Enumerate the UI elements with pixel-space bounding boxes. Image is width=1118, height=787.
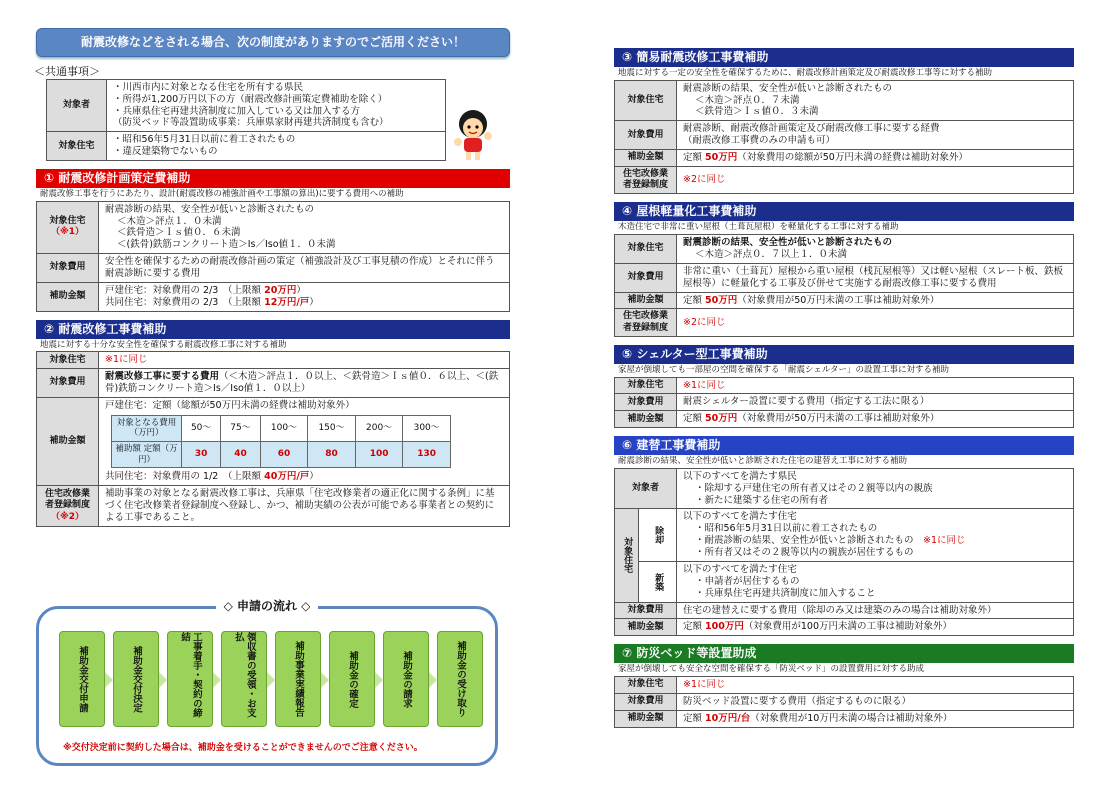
- s7-table: [614, 676, 1074, 728]
- right-column: [614, 48, 1074, 728]
- s1-header: ① 耐震改修計画策定費補助: [36, 169, 510, 188]
- s2-table-amount: 100: [355, 442, 403, 468]
- s2-amount-label: 補助金額: [37, 397, 99, 485]
- s6-applicant-label: 対象者: [615, 468, 677, 509]
- s7-desc: 家屋が倒壊しても安全な空間を確保する「防災ベッド」の設置費用に対する助成: [618, 664, 925, 675]
- s6-applicant-line: 以下のすべてを満たす県民: [683, 470, 797, 482]
- s3-header: ③ 簡易耐震改修工事費補助: [614, 48, 1074, 67]
- table-row: [112, 442, 451, 468]
- s7-house-text: ※1に同じ: [677, 676, 1074, 693]
- s2-table-cost: 300～: [403, 415, 451, 441]
- left-column: [36, 28, 510, 527]
- s4-house-cell: [677, 235, 1074, 264]
- s7-amount-cell: [677, 710, 1074, 727]
- s7-cost-text: 防災ベッド設置に要する費用（指定するものに限る）: [677, 693, 1074, 710]
- s6-desc: 耐震診断の結果、安全性が低いと診断された住宅の建替え工事に対する補助: [618, 456, 908, 467]
- flow-step: [383, 631, 429, 727]
- s1-amount-text: 共同住宅：対象費用の 2/3 （上限額: [105, 296, 265, 308]
- s3-amount-cell: [677, 150, 1074, 167]
- table-row: [112, 415, 451, 441]
- flow-step-label: 補助金交付申請: [76, 645, 88, 713]
- s2-table-amount: 130: [403, 442, 451, 468]
- s2-house-text: ※1に同じ: [99, 352, 510, 369]
- s5-amount-label: 補助金額: [615, 411, 677, 428]
- common-applicant-line: （防災ベッド等設置助成事業：兵庫県家財再建共済制度も含む）: [113, 117, 389, 129]
- arrow-right-icon: [159, 672, 167, 688]
- common-house-line: ・昭和56年5月31日以前に着工されたもの: [113, 134, 296, 146]
- s6-house-label: 対象住宅: [615, 509, 639, 602]
- s6-remove-line: ・所有者又はその２親等以内の親族が居住するもの: [695, 547, 914, 558]
- s6-amount-label: 補助金額: [615, 619, 677, 636]
- s6-applicant-cell: [677, 468, 1074, 509]
- s1-amount-value: 12万円/戸: [264, 296, 310, 308]
- s3-cost-line: （耐震改修工事費のみの申請も可）: [683, 135, 836, 147]
- common-applicant-line: ・所得が1,200万円以下の方（耐震改修計画策定費補助を除く）: [113, 93, 388, 105]
- s1-house-label: 対象住宅: [49, 216, 86, 227]
- s5-amount-text: （対象費用が50万円未満の工事は補助対象外）: [737, 413, 940, 425]
- s2-table-amount: 30: [182, 442, 221, 468]
- s1-amount-label: 補助金額: [37, 282, 99, 311]
- flow-step-label: 補助金の請求: [400, 650, 412, 708]
- s5-house-text: ※1に同じ: [677, 377, 1074, 394]
- arrow-right-icon: [105, 672, 113, 688]
- s5-cost-text: 耐震シェルター設置に要する費用（指定する工法に限る）: [677, 394, 1074, 411]
- s6-amount-cell: [677, 619, 1074, 636]
- flow-step: [59, 631, 105, 727]
- s3-house-line: ＜鉄骨造＞Ｉｓ値０．３未満: [695, 106, 819, 118]
- s4-cost-text: 非常に重い（土葺瓦）屋根から重い屋根（桟瓦屋根等）又は軽い屋根（スレート板、鉄板屋根等）に軽量化する工事及び併せて実施する耐震改修工事に要する費用: [677, 263, 1074, 292]
- s1-house-note: （※1）: [50, 227, 84, 238]
- common-title: ＜共通事項＞: [34, 65, 100, 78]
- s4-amount-text: 定額: [683, 294, 706, 306]
- s1-cost-text: 安全性を確保するための耐震改修計画の策定（補強設計及び工事見積の作成）とそれに伴う耐震診断に要する費用: [99, 254, 510, 283]
- s2-amount-table: [111, 415, 451, 469]
- s2-table-cost: 200～: [355, 415, 403, 441]
- s1-amount-cell: [99, 282, 510, 311]
- s2-amount-text: 共同住宅：対象費用の 1/2 （上限額: [105, 471, 265, 483]
- s4-reg-label: 住宅改修業者登録制度: [615, 309, 677, 337]
- s6-remove-label: 除却: [639, 509, 677, 562]
- s1-house-cell: [99, 201, 510, 254]
- mascot-character-icon: [448, 104, 498, 162]
- s6-new-line: ・申請者が居住するもの: [695, 575, 800, 587]
- common-house-line: ・違反建築物でないもの: [113, 146, 218, 158]
- s6-applicant-line: ・除却する戸建住宅の所有者又はその２親等以内の親族: [695, 482, 933, 494]
- s1-amount-text: ）: [296, 284, 306, 296]
- s5-cost-label: 対象費用: [615, 394, 677, 411]
- s6-header: ⑥ 建替工事費補助: [614, 436, 1074, 455]
- s4-amount-text: （対象費用が50万円未満の工事は補助対象外）: [737, 294, 940, 306]
- s5-amount-text: 定額: [683, 413, 706, 425]
- flow-step: [221, 631, 267, 727]
- s2-header: ② 耐震改修工事費補助: [36, 320, 510, 339]
- s6-remove-line-3: [683, 535, 1067, 547]
- arrow-right-icon: [429, 672, 437, 688]
- s6-new-cell: [677, 561, 1074, 602]
- flow-step-label: 領収書の受領・お支払: [233, 632, 256, 718]
- s2-table-cost: 50～: [182, 415, 221, 441]
- s4-table: [614, 234, 1074, 337]
- arrow-right-icon: [267, 672, 275, 688]
- flow-step: [113, 631, 159, 727]
- s7-amount-text: 定額: [683, 712, 706, 724]
- arrow-right-icon: [375, 672, 383, 688]
- application-flow: [36, 599, 498, 766]
- common-applicant-cell: [107, 79, 446, 132]
- s3-amount-value: 50万円: [705, 152, 738, 163]
- s7-amount-text: （対象費用が10万円未満の場合は補助対象外）: [750, 712, 953, 724]
- s4-amount-value: 50万円: [705, 294, 738, 306]
- s1-house-label-cell: [37, 201, 99, 254]
- common-house-cell: [107, 132, 446, 161]
- flow-step: [275, 631, 321, 727]
- s1-desc: 耐震改修工事を行うにあたり、設計(耐震改修の補強計画や工事額の算出)に要する費用への補助: [40, 189, 404, 199]
- s1-cost-label: 対象費用: [37, 254, 99, 283]
- arrow-right-icon: [213, 672, 221, 688]
- flow-note: ※交付決定前に契約した場合は、補助金を受けることができませんのでご注意ください。: [63, 743, 423, 753]
- s2-table-amount: 80: [308, 442, 356, 468]
- s4-reg-text: ※2に同じ: [677, 309, 1074, 337]
- s2-reg-label-cell: [37, 486, 99, 527]
- s6-amount-value: 100万円: [705, 621, 744, 633]
- s2-table-cost: 75～: [221, 415, 260, 441]
- s1-house-line: ＜鉄骨造＞Ｉｓ値０．６未満: [117, 227, 241, 239]
- s7-amount-label: 補助金額: [615, 710, 677, 727]
- s2-reg-label: 住宅改修業者登録制度: [44, 489, 90, 511]
- s2-cost-rest: （＜木造＞評点１．０以上、＜鉄骨造＞Ｉｓ値０．６以上、＜(鉄骨)鉄筋コンクリート造＞Is／Iso値１．０以上）: [105, 371, 499, 394]
- s1-table: [36, 201, 510, 312]
- s5-house-label: 対象住宅: [615, 377, 677, 394]
- s4-house-label: 対象住宅: [615, 235, 677, 264]
- s1-amount-text: ）: [309, 296, 319, 308]
- s4-amount-label: 補助金額: [615, 292, 677, 309]
- flow-title: ◇ 申請の流れ ◇: [216, 599, 319, 613]
- common-table: [46, 79, 446, 161]
- flow-step-label: 補助金の受け取り: [454, 641, 466, 717]
- flow-step-label: 工事着手・契約の締結: [179, 632, 202, 718]
- common-applicant-line: ・兵庫県住宅再建共済制度に加入している又は加入する方: [113, 105, 361, 117]
- s4-house-line: 耐震診断の結果、安全性が低いと診断されたもの: [683, 237, 893, 248]
- s6-new-line: 以下のすべてを満たす住宅: [683, 563, 797, 575]
- s4-cost-label: 対象費用: [615, 263, 677, 292]
- flow-step-label: 補助事業実績報告: [292, 641, 304, 717]
- s2-table-cost: 100～: [260, 415, 308, 441]
- s3-amount-text: 定額: [683, 152, 706, 163]
- s1-amount-detached: [105, 285, 503, 297]
- s2-amount-apartment: [105, 471, 503, 483]
- s2-table-cost: 150～: [308, 415, 356, 441]
- s4-header: ④ 屋根軽量化工事費補助: [614, 202, 1074, 221]
- flow-step: [437, 631, 483, 727]
- common-applicant-line: ・川西市内に対象となる住宅を所有する県民: [113, 81, 304, 93]
- s2-table: [36, 351, 510, 527]
- s2-cost-bold: 耐震改修工事に要する費用: [105, 371, 220, 383]
- s6-remove-line: 以下のすべてを満たす住宅: [683, 511, 797, 523]
- s5-amount-cell: [677, 411, 1074, 428]
- s6-table: [614, 468, 1074, 637]
- s2-cost-cell: [99, 369, 510, 398]
- s4-amount-cell: [677, 292, 1074, 309]
- s3-house-label: 対象住宅: [615, 80, 677, 121]
- s7-header: ⑦ 防災ベッド等設置助成: [614, 644, 1074, 663]
- s2-house-label: 対象住宅: [37, 352, 99, 369]
- s5-table: [614, 377, 1074, 429]
- flow-step: [167, 631, 213, 727]
- s5-desc: 家屋が倒壊しても一部屋の空間を確保する「耐震シェルター」の設置工事に対する補助: [618, 364, 949, 375]
- s2-reg-note: （※2）: [50, 511, 84, 522]
- common-applicant-label: 対象者: [47, 79, 107, 132]
- s7-amount-value: 10万円/台: [705, 712, 751, 724]
- s6-amount-text: （対象費用が100万円未満の工事は補助対象外）: [743, 621, 953, 633]
- s6-new-line: ・兵庫県住宅再建共済制度に加入すること: [695, 587, 876, 599]
- s3-amount-text: （対象費用の総額が50万円未満の経費は補助対象外）: [737, 152, 968, 163]
- s3-house-line: 耐震診断の結果、安全性が低いと診断されたもの: [683, 82, 893, 94]
- s3-desc: 地震に対する一定の安全性を確保するために、耐震改修計画策定及び耐震改修工事等に対する補助: [618, 68, 993, 78]
- s2-desc: 地震に対する十分な安全性を確保する耐震改修工事に対する補助: [40, 339, 287, 350]
- s7-cost-label: 対象費用: [615, 693, 677, 710]
- s2-amount-value: 40万円/戸: [264, 471, 310, 483]
- s6-remove-ref: ※1に同じ: [923, 535, 966, 547]
- s2-cost-label: 対象費用: [37, 369, 99, 398]
- common-house-label: 対象住宅: [47, 132, 107, 161]
- s6-remove-line: ・昭和56年5月31日以前に着工されたもの: [695, 523, 878, 535]
- s6-remove-text: ・耐震診断の結果、安全性が低いと診断されたもの: [695, 535, 924, 547]
- s5-amount-value: 50万円: [705, 413, 738, 425]
- s6-amount-text: 定額: [683, 621, 706, 633]
- s1-house-line: ＜木造＞評点１．０未満: [117, 215, 222, 227]
- s3-house-line: ＜木造＞評点０．７未満: [695, 94, 800, 106]
- s6-applicant-line: ・新たに建築する住宅の所有者: [695, 494, 829, 506]
- s1-house-line: ＜(鉄骨)鉄筋コンクリート造＞Is／Iso値１．０未満: [117, 239, 336, 251]
- s3-cost-cell: [677, 121, 1074, 150]
- flow-step: [329, 631, 375, 727]
- s3-table: [614, 80, 1074, 195]
- s3-amount-label: 補助金額: [615, 150, 677, 167]
- s5-header: ⑤ シェルター型工事費補助: [614, 345, 1074, 364]
- s4-desc: 木造住宅で非常に重い屋根（土葺瓦屋根）を軽量化する工事に対する補助: [618, 222, 899, 233]
- s2-table-amount-label: 補助額 定額（万円）: [112, 442, 182, 468]
- flow-steps: [59, 631, 483, 727]
- s3-reg-label: 住宅改修業者登録制度: [615, 166, 677, 194]
- flow-title-wrap: [39, 599, 495, 614]
- s2-amount-cell: [99, 397, 510, 485]
- s6-remove-cell: [677, 509, 1074, 562]
- s3-house-cell: [677, 80, 1074, 121]
- s2-table-amount: 60: [260, 442, 308, 468]
- flow-step-label: 補助金交付決定: [130, 645, 142, 713]
- s6-cost-text: 住宅の建替えに要する費用（除却のみ又は建築のみの場合は補助対象外）: [677, 602, 1074, 619]
- s4-house-line: ＜木造＞評点０．７以上１．０未満: [695, 248, 848, 260]
- s2-amount-text: ）: [309, 471, 319, 483]
- s2-amount-head: 戸建住宅：定額（総額が50万円未満の経費は補助対象外）: [105, 399, 355, 411]
- arrow-right-icon: [321, 672, 329, 688]
- s1-amount-apartment: [105, 297, 503, 309]
- s3-reg-text: ※2に同じ: [677, 166, 1074, 194]
- s2-table-cost-label: 対象となる費用（万円）: [112, 415, 182, 441]
- s2-reg-text: 補助事業の対象となる耐震改修工事は、兵庫県「住宅改修業者の適正化に関する条例」に基づく住宅改修業者登録制度へ登録し、かつ、補助実績の公表が可能である事業者との契約による工事であること。: [99, 486, 510, 527]
- s7-house-label: 対象住宅: [615, 676, 677, 693]
- flow-step-label: 補助金の確定: [346, 650, 358, 708]
- s2-table-amount: 40: [221, 442, 260, 468]
- s1-amount-text: 戸建住宅：対象費用の 2/3 （上限額: [105, 284, 265, 296]
- s6-cost-label: 対象費用: [615, 602, 677, 619]
- s6-new-label: 新築: [639, 561, 677, 602]
- page-banner: 耐震改修などをされる場合、次の制度がありますのでご活用ください！: [36, 28, 510, 57]
- s3-cost-line: 耐震診断、耐震改修計画策定及び耐震改修工事に要する経費: [683, 123, 940, 135]
- s1-house-line: 耐震診断の結果、安全性が低いと診断されたもの: [105, 203, 315, 215]
- s1-amount-value: 20万円: [264, 284, 297, 296]
- s3-cost-label: 対象費用: [615, 121, 677, 150]
